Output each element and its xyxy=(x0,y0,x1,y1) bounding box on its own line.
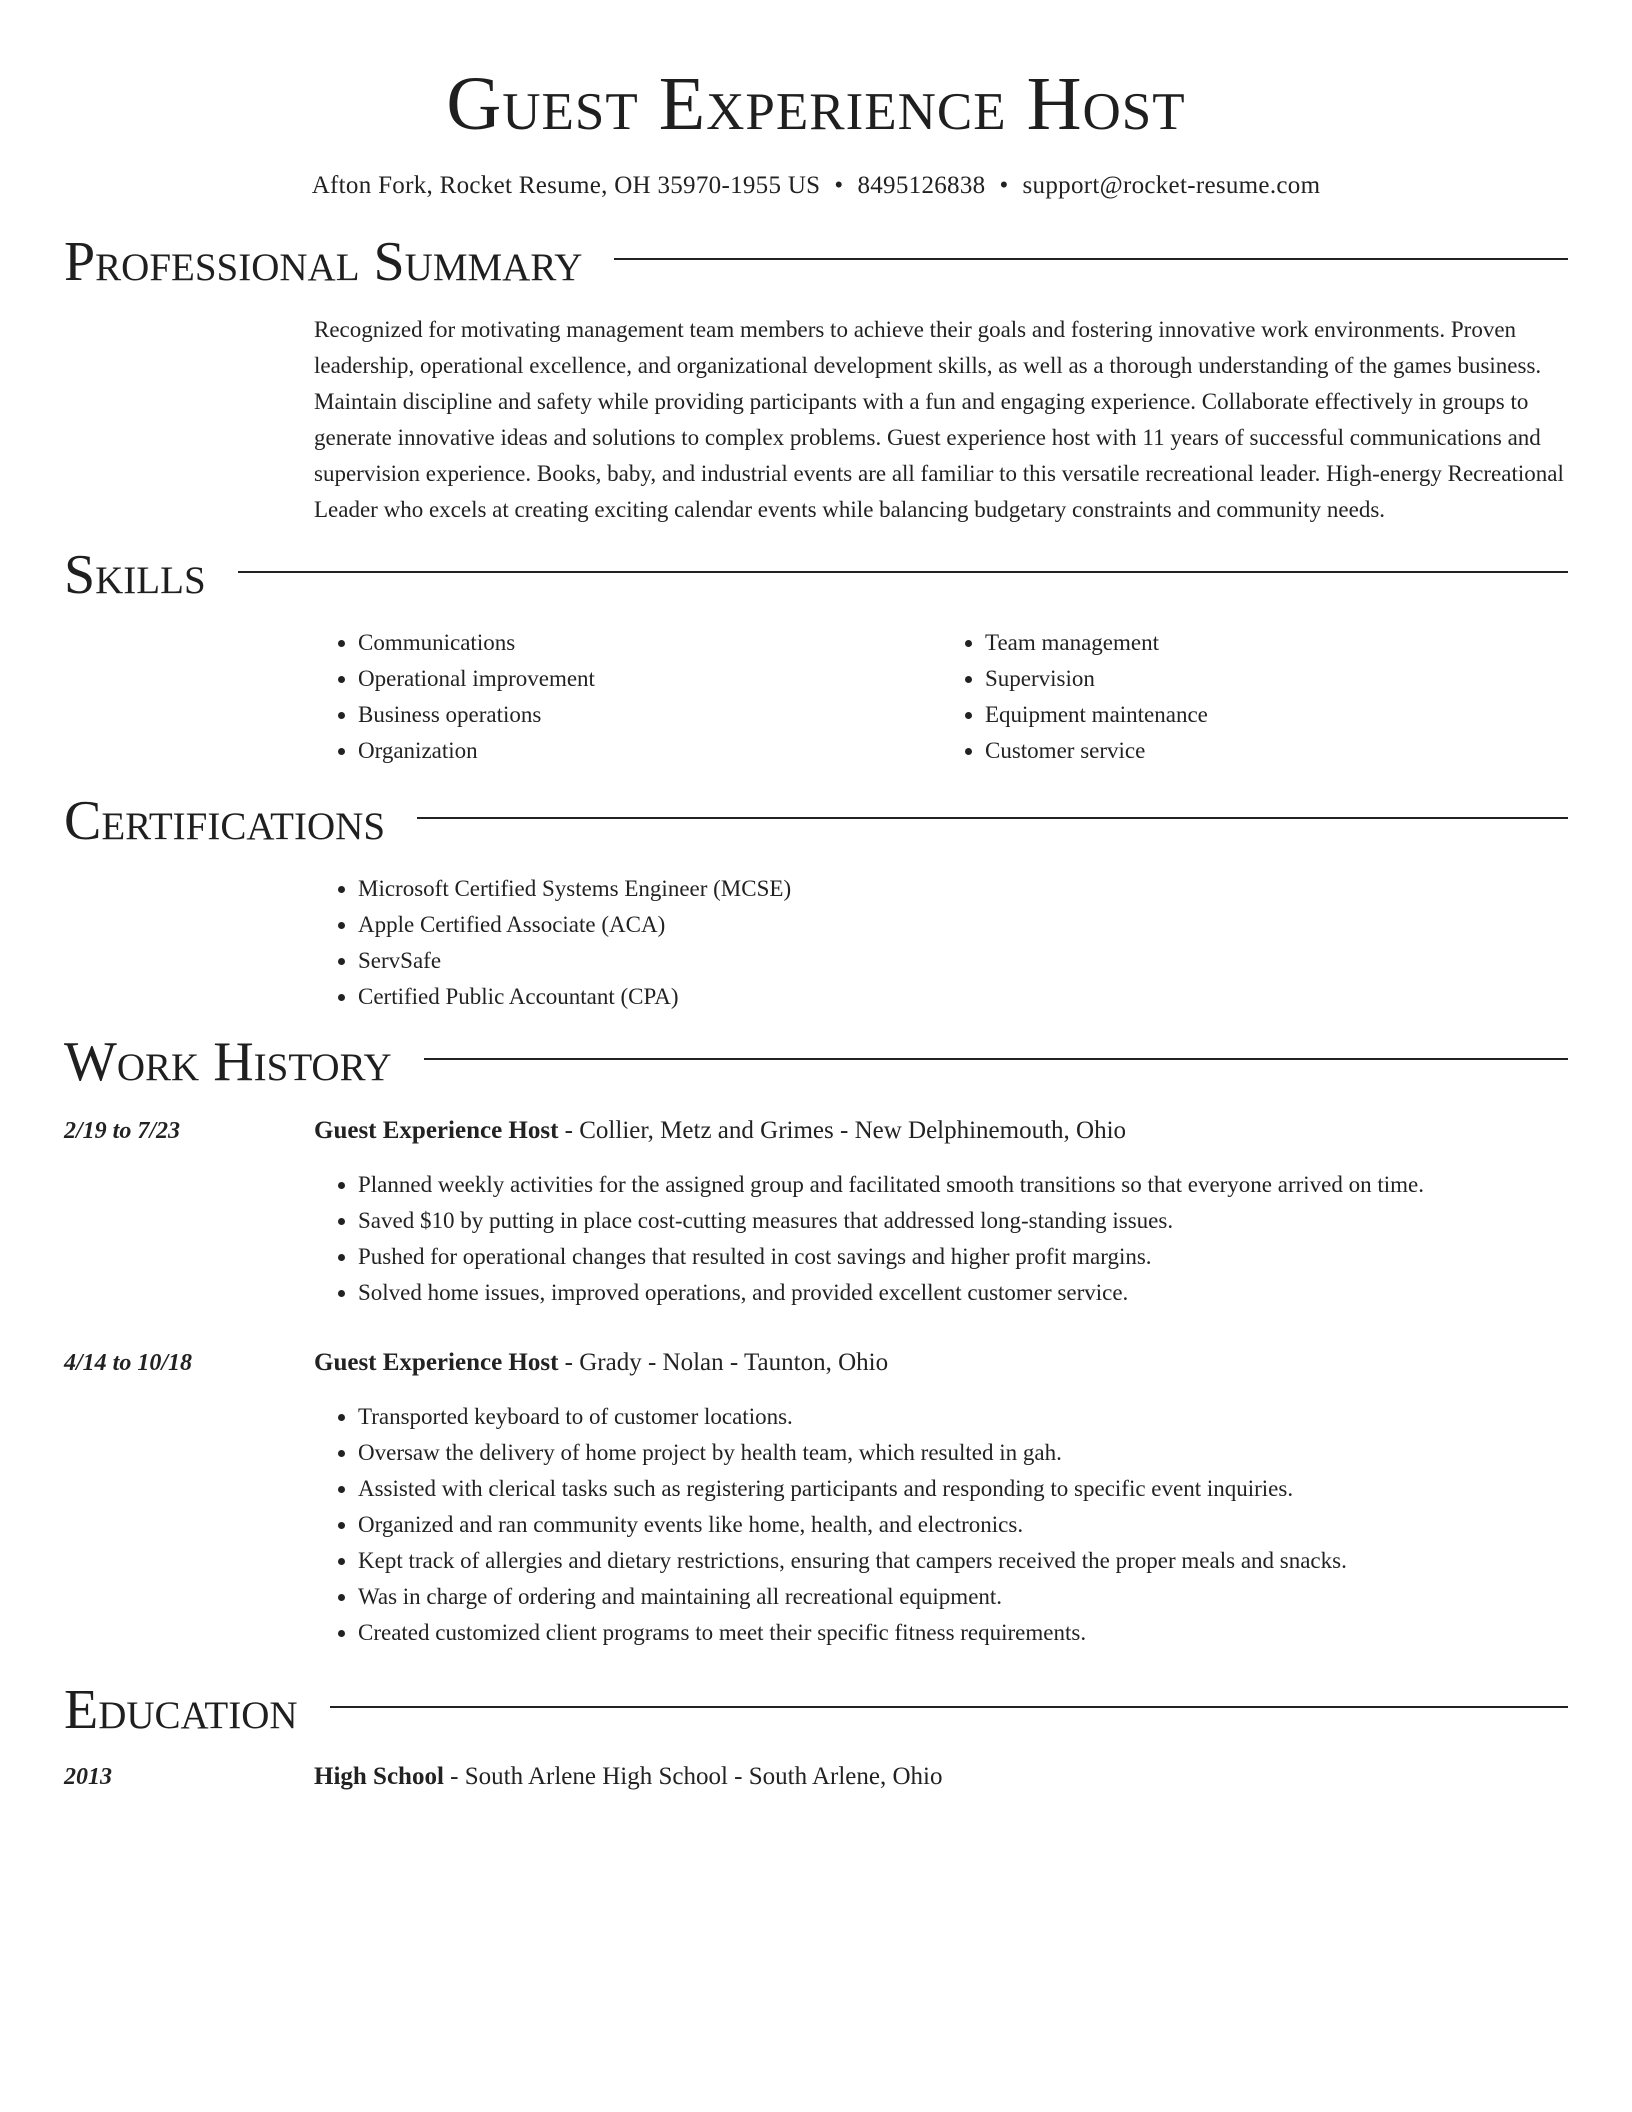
skill-item: • Team management xyxy=(985,625,1568,661)
job-title: Guest Experience Host xyxy=(314,1117,559,1144)
job-bullets xyxy=(314,1167,1568,1311)
certifications-section-title: Certifications xyxy=(64,790,386,852)
contact-separator: • xyxy=(834,172,844,199)
job-dates: 4/14 to 10/18 xyxy=(64,1350,193,1376)
contact-line xyxy=(64,170,1568,202)
job-bullet: • Oversaw the delivery of home project by health team, which resulted in gah. xyxy=(358,1435,1568,1471)
certification-item: • ServSafe xyxy=(358,943,1568,979)
job-entry xyxy=(64,1345,1568,1651)
job-title: Guest Experience Host xyxy=(314,1349,559,1376)
skill-item: • Business operations xyxy=(358,697,941,733)
section-divider xyxy=(330,1706,1568,1708)
job-bullets xyxy=(314,1399,1568,1651)
job-bullet: • Pushed for operational changes that resulted in cost savings and higher profit margins. xyxy=(358,1239,1568,1275)
job-bullet: • Planned weekly activities for the assigned group and facilitated smooth transitions so that everyone arrived on time. xyxy=(358,1167,1568,1203)
education-entry xyxy=(64,1759,1568,1795)
resume-page xyxy=(64,0,1568,1795)
education-heading xyxy=(314,1759,1568,1795)
work-history-section-header xyxy=(64,1029,1568,1095)
summary-section-title: Professional Summary xyxy=(64,231,583,293)
section-divider xyxy=(417,817,1568,819)
skill-item: • Organization xyxy=(358,733,941,769)
job-dates: 2/19 to 7/23 xyxy=(64,1118,181,1144)
skills-list xyxy=(314,625,1568,769)
job-employer: - Grady - Nolan - Taunton, Ohio xyxy=(558,1349,889,1376)
certifications-list xyxy=(314,871,1568,1015)
job-bullet: • Assisted with clerical tasks such as registering participants and responding to specific event inquiries. xyxy=(358,1471,1568,1507)
section-divider xyxy=(238,571,1568,573)
work-history-section-title: Work History xyxy=(64,1031,392,1093)
resume-name: Guest Experience Host xyxy=(446,62,1186,146)
section-divider xyxy=(424,1058,1568,1060)
job-heading xyxy=(314,1345,1568,1381)
skill-item: • Customer service xyxy=(985,733,1568,769)
skill-item: • Communications xyxy=(358,625,941,661)
summary-section-header xyxy=(64,229,1568,295)
job-bullet: • Organized and ran community events like home, health, and electronics. xyxy=(358,1507,1568,1543)
skills-column-left xyxy=(314,625,941,769)
certification-item: • Microsoft Certified Systems Engineer (MCSE) xyxy=(358,871,1568,907)
job-bullet: • Transported keyboard to of customer locations. xyxy=(358,1399,1568,1435)
certifications-section-header xyxy=(64,788,1568,854)
job-bullet: • Solved home issues, improved operations, and provided excellent customer service. xyxy=(358,1275,1568,1311)
job-heading xyxy=(314,1113,1568,1149)
contact-separator: • xyxy=(999,172,1009,199)
education-school: - South Arlene High School - South Arlene, Ohio xyxy=(443,1763,943,1790)
certification-item: • Apple Certified Associate (ACA) xyxy=(358,907,1568,943)
education-degree: High School xyxy=(314,1763,444,1790)
education-section-title: Education xyxy=(64,1679,298,1741)
skills-column-right xyxy=(941,625,1568,769)
skills-section-header xyxy=(64,542,1568,608)
job-bullet: • Was in charge of ordering and maintaining all recreational equipment. xyxy=(358,1579,1568,1615)
skills-section-title: Skills xyxy=(64,544,206,606)
summary-text: Recognized for motivating management team members to achieve their goals and fostering innovative work environments. Proven leadership, operational excellence, and organizational development skills, as well as a thorough understanding of the games business. Maintain discipline and safety while providing participants with a fun and engaging experience. Collaborate effectively in groups to generate innovative ideas and solutions to complex problems. Guest experience host with 11 years of successful communications and supervision experience. Books, baby, and industrial events are all familiar to this versatile recreational leader. High-energy Recreational Leader who excels at creating exciting calendar events while balancing budgetary constraints and community needs. xyxy=(314,317,1564,522)
certification-item: • Certified Public Accountant (CPA) xyxy=(358,979,1568,1015)
section-divider xyxy=(614,258,1568,260)
contact-email: support@rocket-resume.com xyxy=(1022,172,1321,199)
job-entry xyxy=(64,1113,1568,1311)
job-bullet: • Created customized client programs to meet their specific fitness requirements. xyxy=(358,1615,1568,1651)
education-section-header xyxy=(64,1677,1568,1743)
job-employer: - Collier, Metz and Grimes - New Delphinemouth, Ohio xyxy=(558,1117,1127,1144)
education-year: 2013 xyxy=(64,1764,112,1790)
job-bullet: • Saved $10 by putting in place cost-cutting measures that addressed long-standing issues. xyxy=(358,1203,1568,1239)
job-bullet: • Kept track of allergies and dietary restrictions, ensuring that campers received the proper meals and snacks. xyxy=(358,1543,1568,1579)
skill-item: • Operational improvement xyxy=(358,661,941,697)
skill-item: • Equipment maintenance xyxy=(985,697,1568,733)
contact-phone: 8495126838 xyxy=(857,172,986,199)
skill-item: • Supervision xyxy=(985,661,1568,697)
contact-address: Afton Fork, Rocket Resume, OH 35970-1955 US xyxy=(311,172,821,199)
